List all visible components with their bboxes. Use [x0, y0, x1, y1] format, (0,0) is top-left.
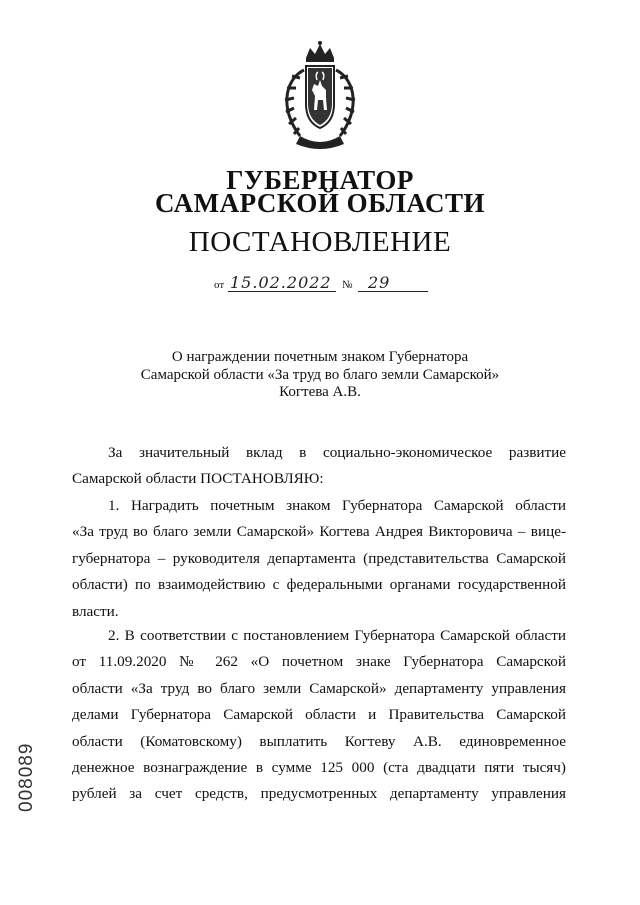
text-line: от 11.09.2020 № 262 «О почетном знаке Губернатора Самарской [72, 653, 566, 671]
coat-of-arms-emblem [270, 40, 370, 152]
document-subject [100, 349, 540, 402]
heading-governor: ГУБЕРНАТОР [226, 165, 414, 195]
text-line: области) по взаимодействию с федеральными органами государственной [72, 576, 566, 594]
text-line: «За труд во благо земли Самарской» Когтева Андрея Викторовича – вице- [72, 523, 566, 541]
number-handwritten: 29 [368, 273, 391, 292]
paragraph-item-2 [72, 623, 566, 808]
text-line: Самарской области ПОСТАНОВЛЯЮ: [72, 470, 324, 488]
document-type-title: ПОСТАНОВЛЕНИЕ [188, 226, 452, 258]
text-line: делами Губернатора Самарской области и Правительства Самарской [72, 706, 566, 724]
text-line: власти. [72, 602, 119, 620]
margin-serial-number: 008089 [16, 742, 37, 812]
text-line: денежное вознаграждение в сумме 125 000 (ста двадцати пяти тысяч) [72, 759, 566, 777]
subject-line: Самарской области «За труд во благо земли Самарской» [140, 366, 500, 383]
paragraph-item-1 [72, 493, 566, 625]
heading-region: САМАРСКОЙ ОБЛАСТИ [154, 188, 486, 218]
date-handwritten: 15.02.2022 [230, 273, 332, 292]
number-label: № [342, 279, 353, 291]
registration-line [214, 272, 434, 294]
text-line: За значительный вклад в социально-экономическое развитие [108, 444, 566, 461]
subject-line: О награждении почетным знаком Губернатора [171, 349, 469, 365]
text-line: области «За труд во благо земли Самарской» департаменту управления [72, 679, 566, 697]
text-line: 2. В соответствии с постановлением Губернатора Самарской области [108, 627, 566, 644]
text-line: области (Коматовскому) выплатить Когтеву А.В. единовременное [72, 732, 566, 750]
text-line: 1. Наградить почетным знаком Губернатора Самарской области [108, 497, 566, 514]
text-line: рублей за счет средств, предусмотренных департаменту управления [72, 785, 566, 803]
date-label: от [214, 279, 225, 291]
subject-line: Когтева А.В. [279, 384, 361, 400]
text-line: губернатора – руководителя департамента (представительства Самарской [72, 549, 566, 567]
intro-paragraph [72, 440, 566, 493]
